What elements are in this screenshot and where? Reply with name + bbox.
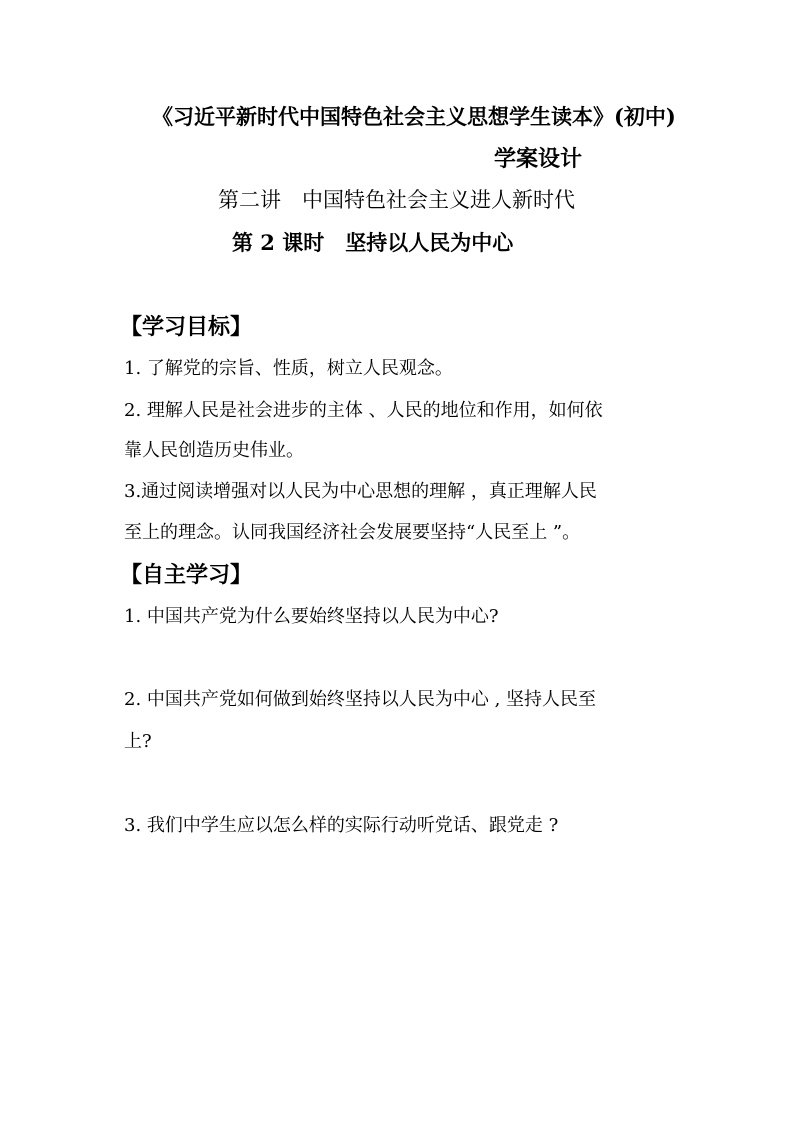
design-label: 学案设计 <box>494 146 583 172</box>
self-study-heading: 【自主学习】 <box>120 562 253 588</box>
objective-item-1: 1. 了解党的宗旨、性质，树立人民观念。 <box>124 358 453 379</box>
self-study-question-3: 3. 我们中学生应以怎么样的实际行动听党话、跟党走 ? <box>124 815 559 836</box>
learning-objectives-heading: 【学习目标】 <box>120 314 253 340</box>
self-study-question-1: 1. 中国共产党为什么要始终坚持以人民为中心? <box>124 606 499 627</box>
lecture-title: 第二讲 中国特色社会主义进人新时代 <box>218 188 575 212</box>
book-title: 《习近平新时代中国特色社会主义思想学生读本》(初中) <box>152 104 676 129</box>
objective-item-3-line-1: 3.通过阅读增强对以人民为中心思想的理解 ，真正理解人民 <box>124 481 597 502</box>
objective-item-3-line-2: 至上的理念。认同我国经济社会发展要坚持“人民至上 ”。 <box>124 522 581 543</box>
self-study-question-2-line-1: 2. 中国共产党如何做到始终坚持以人民为中心 , 坚持人民至 <box>124 689 597 710</box>
lesson-title: 第 2 课时 坚持以人民为中心 <box>232 230 514 255</box>
self-study-question-2-line-2: 上? <box>124 731 152 752</box>
objective-item-2-line-1: 2. 理解人民是社会进步的主体 、人民的地位和作用，如何依 <box>124 400 603 421</box>
objective-item-2-line-2: 靠人民创造历史伟业。 <box>124 440 304 461</box>
